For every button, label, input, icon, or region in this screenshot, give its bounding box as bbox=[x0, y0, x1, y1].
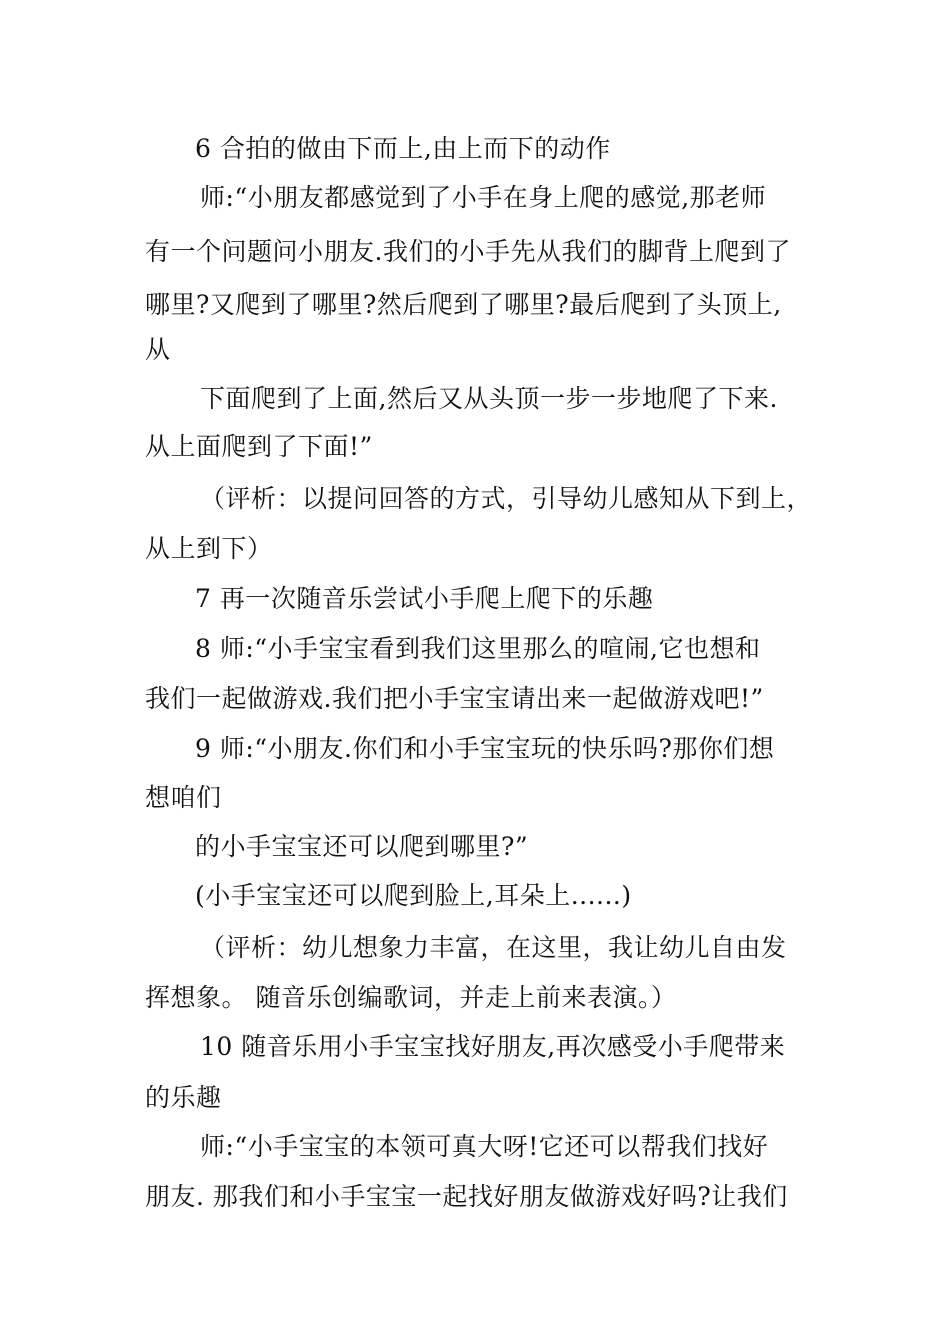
text-line: 我们一起做游戏.我们把小手宝宝请出来一起做游戏吧!” bbox=[145, 684, 764, 713]
text-line: 的乐趣 bbox=[145, 1083, 222, 1112]
text-line: 有一个问题问小朋友.我们的小手先从我们的脚背上爬到了 bbox=[145, 237, 791, 266]
text-line: 师:“小朋友都感觉到了小手在身上爬的感觉,那老师 bbox=[200, 183, 767, 212]
text-line: 6 合拍的做由下而上,由上而下的动作 bbox=[195, 134, 611, 163]
text-line: 师:“小手宝宝的本领可真大呀!它还可以帮我们找好 bbox=[200, 1132, 769, 1161]
text-line: 7 再一次随音乐尝试小手爬上爬下的乐趣 bbox=[195, 584, 654, 613]
text-line: 的小手宝宝还可以爬到哪里?” bbox=[195, 832, 529, 861]
text-line: 9 师:“小朋友.你们和小手宝宝玩的快乐吗?那你们想 bbox=[195, 734, 775, 763]
text-line: 想咱们 bbox=[145, 783, 222, 812]
text-line: 哪里?又爬到了哪里?然后爬到了哪里?最后爬到了头顶上, bbox=[145, 290, 782, 319]
text-line: 朋友. 那我们和小手宝宝一起找好朋友做游戏好吗?让我们 bbox=[145, 1182, 788, 1211]
text-line: 从上到下） bbox=[145, 534, 273, 563]
text-line: 从上面爬到了下面!” bbox=[145, 432, 373, 461]
text-line: 8 师:“小手宝宝看到我们这里那么的喧闹,它也想和 bbox=[195, 634, 761, 663]
text-line: 下面爬到了上面,然后又从头顶一步一步地爬了下来. bbox=[200, 384, 778, 413]
text-line: 10 随音乐用小手宝宝找好朋友,再次感受小手爬带来 bbox=[200, 1032, 786, 1061]
text-line: （评析：以提问回答的方式，引导幼儿感知从下到上， bbox=[200, 484, 813, 513]
text-line: (小手宝宝还可以爬到脸上,耳朵上......) bbox=[195, 881, 632, 910]
text-line: （评析：幼儿想象力丰富，在这里，我让幼儿自由发 bbox=[200, 933, 787, 962]
text-line: 从 bbox=[145, 335, 171, 364]
text-line: 挥想象。 随音乐创编歌词，并走上前来表演。） bbox=[145, 983, 677, 1012]
